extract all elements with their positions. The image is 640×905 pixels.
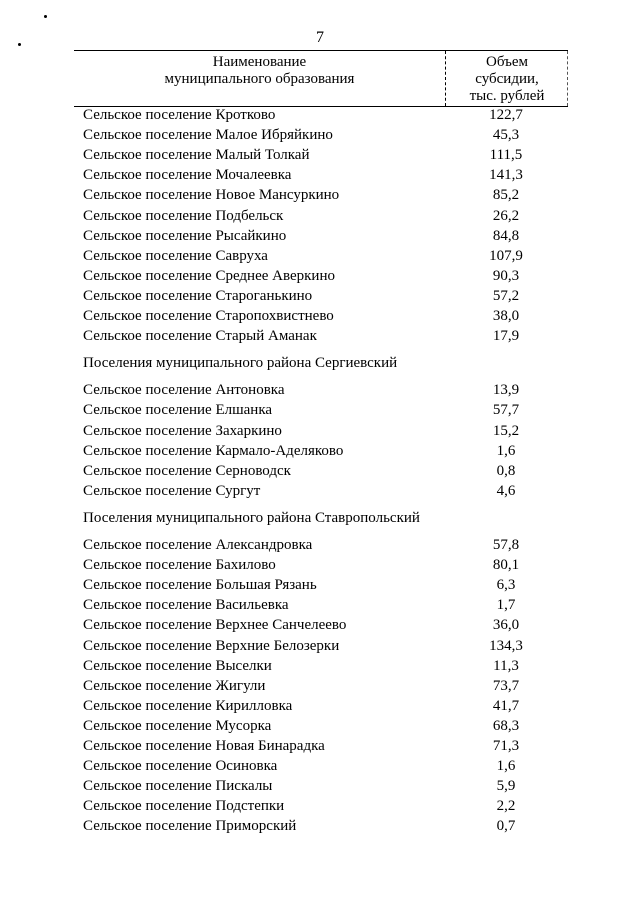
municipality-name: Сельское поселение Осиновка	[83, 758, 278, 775]
table-row	[0, 226, 640, 246]
table-row	[0, 441, 640, 461]
table-row	[0, 246, 640, 266]
municipality-name: Сельское поселение Новая Бинарадка	[83, 738, 325, 754]
group-heading-row	[0, 508, 640, 528]
header-name-line: муниципального образования	[164, 71, 355, 87]
page-number: 7	[316, 29, 324, 46]
table-row	[0, 676, 640, 696]
table-row	[0, 400, 640, 420]
municipality-name: Сельское поселение Старый Аманак	[83, 328, 317, 345]
table-row	[0, 716, 640, 736]
table-row	[0, 696, 640, 716]
subsidy-value: 107,9	[489, 247, 523, 264]
subsidy-value: 111,5	[489, 147, 523, 164]
subsidy-value: 1,7	[496, 597, 516, 614]
municipality-name: Сельское поселение Александровка	[83, 537, 313, 553]
municipality-name: Сельское поселение Пискалы	[83, 778, 273, 795]
subsidy-value: 57,8	[492, 537, 520, 553]
subsidy-value: 85,2	[492, 187, 520, 204]
municipality-name: Сельское поселение Малое Ибряйкино	[83, 127, 333, 144]
table-row	[0, 756, 640, 776]
municipality-name: Сельское поселение Мусорка	[83, 717, 272, 734]
subsidy-value: 57,2	[492, 287, 520, 304]
subsidy-value: 41,7	[492, 697, 520, 714]
header-volume-line: Объем	[486, 54, 528, 70]
subsidy-value: 45,3	[492, 127, 520, 144]
subsidy-value: 4,6	[496, 482, 516, 499]
header-name-line: Наименование	[212, 54, 307, 70]
header-volume-line: тыс. рублей	[469, 88, 545, 104]
subsidy-value: 26,2	[492, 207, 520, 224]
table-row	[0, 165, 640, 185]
table-row	[0, 535, 640, 555]
municipality-name: Сельское поселение Кирилловка	[83, 697, 293, 714]
municipality-name: Сельское поселение Рысайкино	[83, 227, 287, 244]
subsidy-value: 6,3	[496, 577, 516, 594]
subsidy-value: 141,3	[489, 167, 523, 184]
table-row	[0, 481, 640, 501]
table-row	[0, 656, 640, 676]
subsidy-value: 15,2	[492, 422, 520, 439]
municipality-name: Сельское поселение Жигули	[83, 677, 266, 694]
table-row	[0, 776, 640, 796]
table-row	[0, 125, 640, 145]
table-row	[0, 286, 640, 306]
group-heading: Поселения муниципального района Сергиевский	[83, 355, 398, 372]
municipality-name: Сельское поселение Староганькино	[83, 287, 313, 304]
subsidy-value: 38,0	[492, 308, 520, 324]
table-row	[0, 380, 640, 400]
subsidy-value: 0,7	[496, 818, 516, 835]
municipality-name: Сельское поселение Выселки	[83, 657, 272, 674]
table-row	[0, 306, 640, 326]
subsidy-value: 5,9	[496, 778, 516, 795]
subsidy-value: 1,6	[496, 442, 516, 459]
table-row	[0, 575, 640, 595]
municipality-name: Сельское поселение Кротково	[83, 107, 276, 123]
table-row	[0, 816, 640, 836]
municipality-name: Сельское поселение Среднее Аверкино	[83, 267, 335, 284]
municipality-name: Сельское поселение Верхние Белозерки	[83, 637, 340, 654]
subsidy-value: 134,3	[489, 637, 523, 654]
subsidy-value: 68,3	[492, 717, 520, 734]
municipality-name: Сельское поселение Мочалеевка	[83, 167, 292, 184]
municipality-name: Сельское поселение Васильевка	[83, 597, 289, 614]
subsidy-value: 17,9	[492, 328, 520, 345]
subsidy-value: 0,8	[496, 462, 516, 479]
subsidy-value: 73,7	[492, 677, 520, 694]
subsidy-value: 2,2	[496, 798, 516, 815]
table-row	[0, 615, 640, 635]
municipality-name: Сельское поселение Новое Мансуркино	[83, 187, 340, 204]
group-heading: Поселения муниципального района Ставропольский	[83, 509, 420, 526]
table-row	[0, 461, 640, 481]
municipality-name: Сельское поселение Сургут	[83, 482, 261, 499]
group-heading-row	[0, 353, 640, 373]
header-volume-line: субсидии,	[475, 71, 539, 87]
municipality-name: Сельское поселение Старопохвистнево	[83, 308, 334, 324]
subsidy-value: 13,9	[492, 382, 520, 399]
municipality-name: Сельское поселение Подстепки	[83, 798, 285, 815]
subsidy-value: 90,3	[492, 267, 520, 284]
municipality-name: Сельское поселение Антоновка	[83, 382, 285, 399]
municipality-name: Сельское поселение Серноводск	[83, 462, 291, 479]
municipality-name: Сельское поселение Малый Толкай	[83, 147, 310, 164]
municipality-name: Сельское поселение Захаркино	[83, 422, 282, 439]
municipality-name: Сельское поселение Кармало-Аделяково	[83, 442, 344, 459]
municipality-name: Сельское поселение Верхнее Санчелеево	[83, 617, 347, 634]
table-row	[0, 266, 640, 286]
subsidy-value: 80,1	[492, 557, 520, 574]
table-row	[0, 326, 640, 346]
municipality-name: Сельское поселение Большая Рязань	[83, 577, 317, 594]
table-row	[0, 421, 640, 441]
subsidy-value: 36,0	[492, 617, 520, 634]
subsidy-value: 84,8	[492, 227, 520, 244]
table-row	[0, 145, 640, 165]
municipality-name: Сельское поселение Савруха	[83, 247, 268, 264]
table-row	[0, 636, 640, 656]
table-row	[0, 105, 640, 125]
subsidy-value: 122,7	[489, 107, 523, 123]
municipality-name: Сельское поселение Подбельск	[83, 207, 284, 224]
subsidy-value: 1,6	[496, 758, 516, 775]
municipality-name: Сельское поселение Елшанка	[83, 402, 273, 419]
table-row	[0, 555, 640, 575]
subsidy-value: 11,3	[493, 657, 519, 674]
table-row	[0, 185, 640, 205]
subsidy-value: 71,3	[492, 738, 520, 754]
municipality-name: Сельское поселение Бахилово	[83, 557, 276, 574]
table-row	[0, 796, 640, 816]
municipality-name: Сельское поселение Приморский	[83, 818, 297, 835]
table-row	[0, 206, 640, 226]
table-row	[0, 736, 640, 756]
table-row	[0, 595, 640, 615]
subsidy-value: 57,7	[492, 402, 520, 419]
